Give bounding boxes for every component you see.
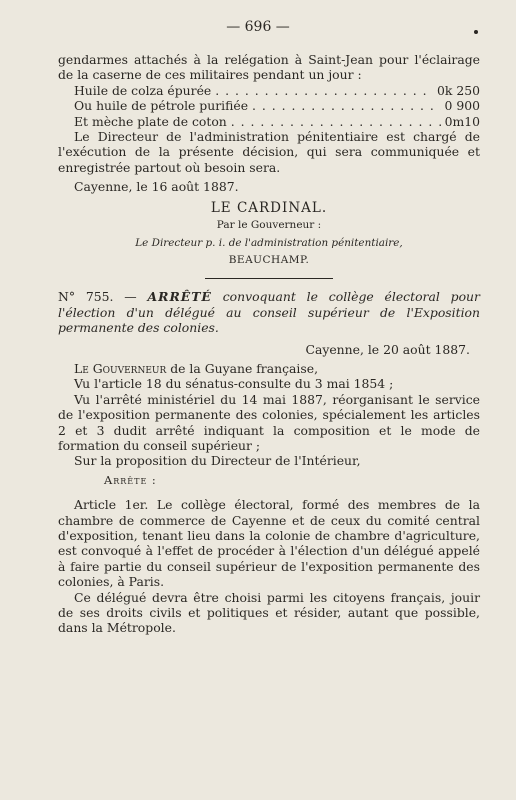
- item-label: Huile de colza épurée: [74, 82, 212, 98]
- delegate-paragraph: Ce délégué devra être choisi parmi les citoyens français, jouir de ses droits civils et politiques et résider, autant que possible, dans la Métropole.: [58, 589, 480, 636]
- section-divider: [205, 278, 333, 279]
- decree-keyword: ARRÊTÉ: [147, 289, 212, 305]
- item-value: 0 900: [444, 98, 480, 114]
- dot-leader: [252, 98, 440, 113]
- page-content: [58, 52, 480, 636]
- governor-rest: de la Guyane française,: [170, 360, 319, 376]
- governor-line: [58, 361, 480, 376]
- signature-signer: BEAUCHAMP.: [228, 253, 310, 266]
- item-label: Ou huile de pétrole purifiée: [74, 98, 249, 114]
- item-value: 0k 250: [437, 82, 480, 98]
- signature-by-line: Par le Gouverneur :: [216, 219, 322, 232]
- top-paragraph: gendarmes attachés à la relégation à Saint-Jean pour l'éclairage de la caserne de ces militaires pendant un jour :: [58, 52, 480, 83]
- dot-leader: [215, 83, 433, 98]
- decree-number: N° 755. —: [58, 289, 137, 305]
- item-value: 0m10: [444, 113, 480, 129]
- decree-title: convoquant le collège électoral pour l'élection d'un délégué au conseil supérieur de l'Exposition permanente des colonies.: [58, 289, 480, 336]
- decree-date: Cayenne, le 20 août 1887.: [305, 341, 470, 357]
- sur-clause: Sur la proposition du Directeur de l'Intérieur,: [74, 453, 361, 469]
- date-line: Cayenne, le 16 août 1887.: [74, 179, 239, 195]
- execution-paragraph: Le Directeur de l'administration pénitentiaire est chargé de l'exécution de la présente décision, qui sera communiquée et enregistrée partout où besoin sera.: [58, 129, 480, 175]
- item-row-colza: [58, 83, 480, 98]
- item-row-petrole: [58, 98, 480, 113]
- arrete-label: Arrête :: [104, 472, 157, 487]
- dot-leader: [231, 114, 441, 129]
- vu-clause-2: Vu l'arrêté ministériel du 14 mai 1887, réorganisant le service de l'exposition permanente des colonies, spécialement les articles 2 et 3 dudit arrêté indiquant la composition et le mode de formation du conseil supérieur ;: [58, 391, 480, 453]
- vu-clause-1: Vu l'article 18 du sénatus-consulte du 3 mai 1854 ;: [74, 376, 394, 392]
- article-1: Article 1er. Le collège électoral, formé des membres de la chambre de commerce de Cayenne et de ceux du comité central d'exposition, tenant lieu dans la colonie de chambre d'agriculture, est convoqué à l'effet de procéder à l'élection d'un délégué appelé à faire partie du conseil supérieur de l'exposition permanente des colonies, à Paris.: [58, 497, 480, 590]
- page-number: — 696 —: [226, 19, 290, 35]
- ink-dot: [474, 30, 478, 34]
- item-row-meche: [58, 114, 480, 129]
- signature-role: Le Directeur p. i. de l'administration pénitentiaire,: [135, 237, 403, 250]
- signature-name: LE CARDINAL.: [210, 199, 328, 216]
- decree-heading: [58, 289, 480, 335]
- item-label: Et mèche plate de coton: [74, 113, 227, 129]
- governor-lead: Le Gouverneur: [74, 360, 167, 376]
